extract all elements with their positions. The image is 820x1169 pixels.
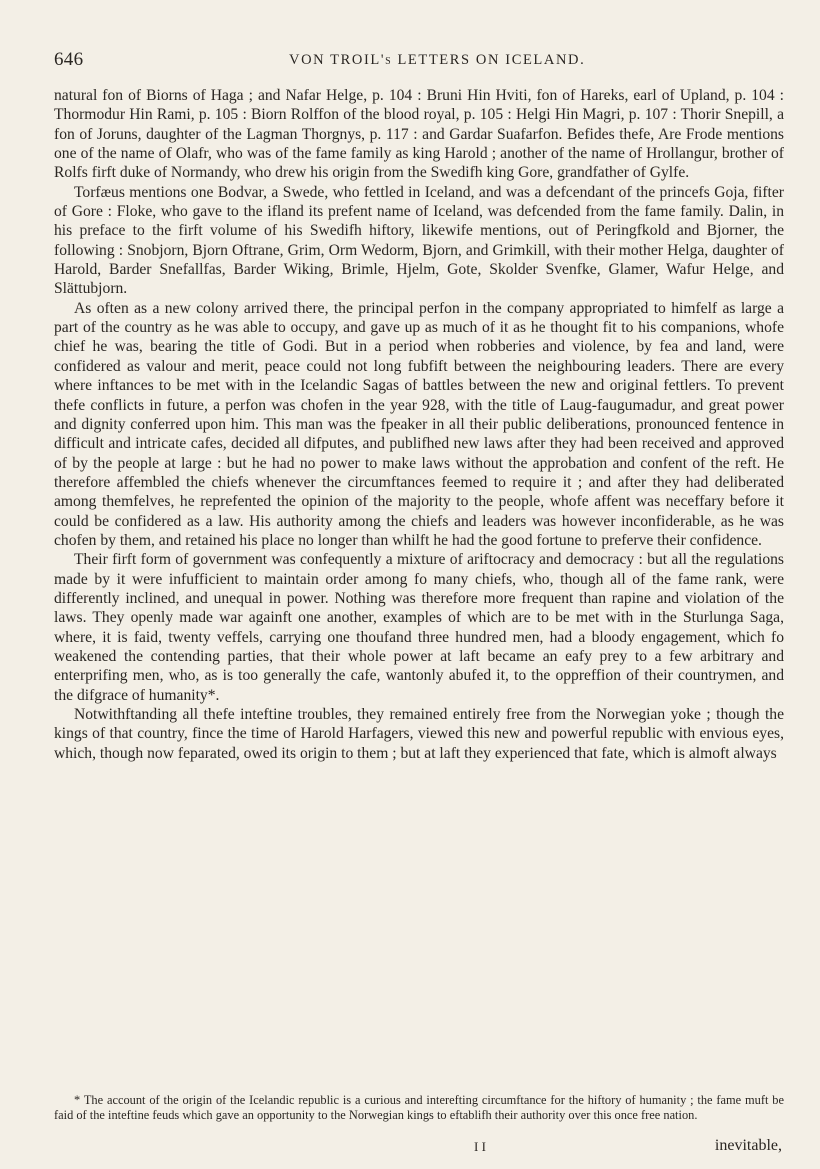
running-title: VON TROIL's LETTERS ON ICELAND. xyxy=(289,52,586,68)
footnote: * The account of the origin of the Icelandic republic is a curious and interefting circumftance for the hiftory of humanity ; the fame muft be faid of the inteftine feuds which gave an opportunity to the Norwegian kings to eftablifh their authority over this once free nation. xyxy=(54,1093,784,1122)
paragraph-norwegian: Notwithftanding all thefe inteftine troubles, they remained entirely free from the Norwegian yoke ; though the kings of that country, fince the time of Harold Harfagers, viewed this new and powerful republic with envious eyes, which, though now feparated, owed its origin to them ; but at laft they experienced that fate, which is almoft always xyxy=(54,706,784,762)
paragraph-torfaeus: Torfæus mentions one Bodvar, a Swede, who fettled in Iceland, and was a defcendant of the princefs Goja, fifter of Gore : Floke, who gave to the ifland its prefent name of Iceland, was defcended from the fame family. Dalin, in his preface to the firft volume of his Swedifh hiftory, likewife mentions, out of Peringfkold and Bjorner, the following : Snobjorn, Bjorn Oftrane, Grim, Orm Wedorm, Bjorn, and Grimkill, with their mother Helga, daughter of Harold, Barder Snefallfas, Barder Wiking, Brimle, Hjelm, Gote, Skolder Svenfke, Glamer, Wafur Helge, and Slättubjorn. xyxy=(54,183,784,298)
page-header xyxy=(54,49,784,73)
paragraph-colony: As often as a new colony arrived there, the principal perfon in the company appropriated to himfelf as large a part of the country as he was able to occupy, and gave up as much of it as he thought fit to his companions, whofe chief he was, bearing the title of Godi. But in a period when robberies and violence, by fea and land, were confidered as valour and merit, peace could not long fubfift between the neighbouring leaders. There are every where inftances to be met with in the Icelandic Sagas of battles between the new and original fettlers. To prevent thefe conflicts in future, a perfon was chofen in the year 928, with the title of Laug-faugumadur, and great power and dignity conferred upon him. This man was the fpeaker in all their public deliberations, pronounced fentence in difficult and intricate cafes, decided all difputes, and publifhed new laws after they had been received and approved of by the people at large : but he had no power to make laws without the approbation and confent of the reft. He therefore affembled the chiefs whenever the circumftances feemed to require it ; and after they had deliberated among themfelves, he reprefented the opinion of the majority to the people, whofe affent was neceffary before it could be confidered as a law. His authority among the chiefs and leaders was however inconfiderable, as he was chofen by them, and retained his place no longer than whilft he had the good fortune to preferve their confidence. xyxy=(54,299,784,549)
signature-mark: I I xyxy=(474,1139,486,1154)
paragraph-government: Their firft form of government was confequently a mixture of ariftocracy and democracy : but all the regulations made by it were infufficient to maintain order among fo many chiefs, who, though all of the fame rank, were differently inclined, and unequal in power. Nothing was therefore more frequent than rapine and violation of the laws. They openly made war againft one another, examples of which are to be met with in the Sturlunga Saga, where, it is faid, twenty veffels, carrying one thoufand three hundred men, had a bloody engagement, which fo weakened the contending parties, that their whole power at laft became an eafy prey to a few arbitrary and enterprifing men, who, as is too generally the cafe, wantonly abufed it, to the oppreffion of their countrymen, and the difgrace of humanity*. xyxy=(54,551,784,704)
paragraph-continuation: natural fon of Biorns of Haga ; and Nafar Helge, p. 104 : Bruni Hin Hviti, fon of Hareks, earl of Upland, p. 104 : Thormodur Hin Rami, p. 105 : Biorn Rolffon of the blood royal, p. 105 : Helgi Hin Magri, p. 107 : Thorir Snepill, a fon of Joruns, daughter of the Lagman Thorgnys, p. 117 : and Gardar Suafarfon. Befides thefe, Are Frode mentions one of the name of Olafr, who was of the fame family as king Harold ; another of the name of Hrollangur, brother of Rolfs firft duke of Normandy, who drew his origin from the Swedifh king Gore, grandfather of Gylfe. xyxy=(54,87,784,182)
body-text xyxy=(54,86,784,763)
page-number: 646 xyxy=(54,49,84,70)
catchword: inevitable, xyxy=(714,1137,782,1154)
